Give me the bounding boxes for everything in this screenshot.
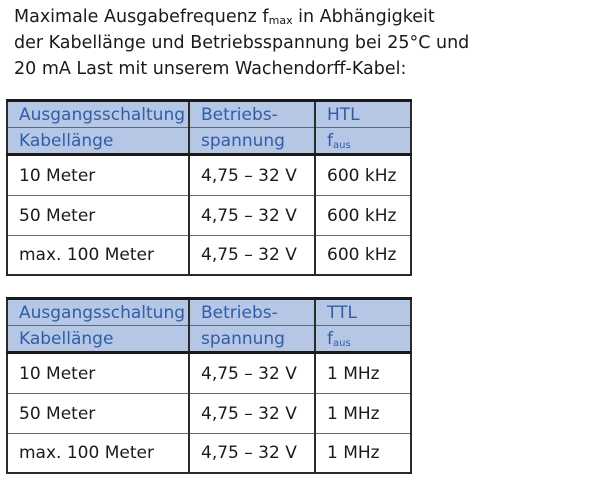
intro-line-1-text: Maximale Ausgabefrequenz f	[14, 7, 269, 27]
cable-length-cell: 50 Meter	[7, 196, 189, 236]
header-output-circuit: Ausgangsschaltung	[7, 299, 189, 326]
voltage-cell: 4,75 – 32 V	[189, 236, 315, 276]
htl-frequency-table	[6, 99, 412, 276]
frequency-cell: 1 MHz	[315, 353, 411, 394]
frequency-cell: 600 kHz	[315, 155, 411, 196]
cable-length-cell: max. 100 Meter	[7, 434, 189, 474]
header-frequency-subscript: aus	[333, 139, 351, 151]
header-signal-type: TTL	[315, 299, 411, 326]
header-row-2	[7, 128, 411, 155]
header-voltage: spannung	[189, 128, 315, 155]
intro-paragraph	[14, 4, 584, 82]
header-output-circuit: Ausgangsschaltung	[7, 101, 189, 128]
voltage-cell: 4,75 – 32 V	[189, 434, 315, 474]
header-voltage: spannung	[189, 326, 315, 353]
header-row-2	[7, 326, 411, 353]
intro-line-1-tail: in Abhängigkeit	[292, 7, 435, 27]
intro-line-3: 20 mA Last mit unserem Wachendorff-Kabel:	[14, 59, 407, 79]
header-row-1	[7, 299, 411, 326]
frequency-cell: 600 kHz	[315, 236, 411, 276]
header-cable-length: Kabellänge	[7, 128, 189, 155]
table-row	[7, 196, 411, 236]
intro-line-1	[14, 4, 584, 30]
table-row	[7, 155, 411, 196]
voltage-cell: 4,75 – 32 V	[189, 155, 315, 196]
intro-line-2: der Kabellänge und Betriebsspannung bei 25°C und	[14, 33, 470, 53]
voltage-cell: 4,75 – 32 V	[189, 394, 315, 434]
cable-length-cell: 10 Meter	[7, 155, 189, 196]
cable-length-cell: 50 Meter	[7, 394, 189, 434]
table-row	[7, 434, 411, 474]
ttl-frequency-table	[6, 297, 412, 474]
frequency-cell: 1 MHz	[315, 394, 411, 434]
header-frequency-symbol: f	[327, 328, 333, 349]
cable-length-cell: max. 100 Meter	[7, 236, 189, 276]
table-row	[7, 394, 411, 434]
voltage-cell: 4,75 – 32 V	[189, 353, 315, 394]
voltage-cell: 4,75 – 32 V	[189, 196, 315, 236]
header-frequency	[315, 128, 411, 155]
header-supply: Betriebs-	[189, 101, 315, 128]
frequency-cell: 1 MHz	[315, 434, 411, 474]
frequency-cell: 600 kHz	[315, 196, 411, 236]
header-frequency-symbol: f	[327, 130, 333, 151]
header-frequency	[315, 326, 411, 353]
header-row-1	[7, 101, 411, 128]
table-row	[7, 236, 411, 276]
fmax-subscript: max	[268, 14, 293, 27]
header-frequency-subscript: aus	[333, 337, 351, 349]
table-row	[7, 353, 411, 394]
header-cable-length: Kabellänge	[7, 326, 189, 353]
header-supply: Betriebs-	[189, 299, 315, 326]
header-signal-type: HTL	[315, 101, 411, 128]
cable-length-cell: 10 Meter	[7, 353, 189, 394]
